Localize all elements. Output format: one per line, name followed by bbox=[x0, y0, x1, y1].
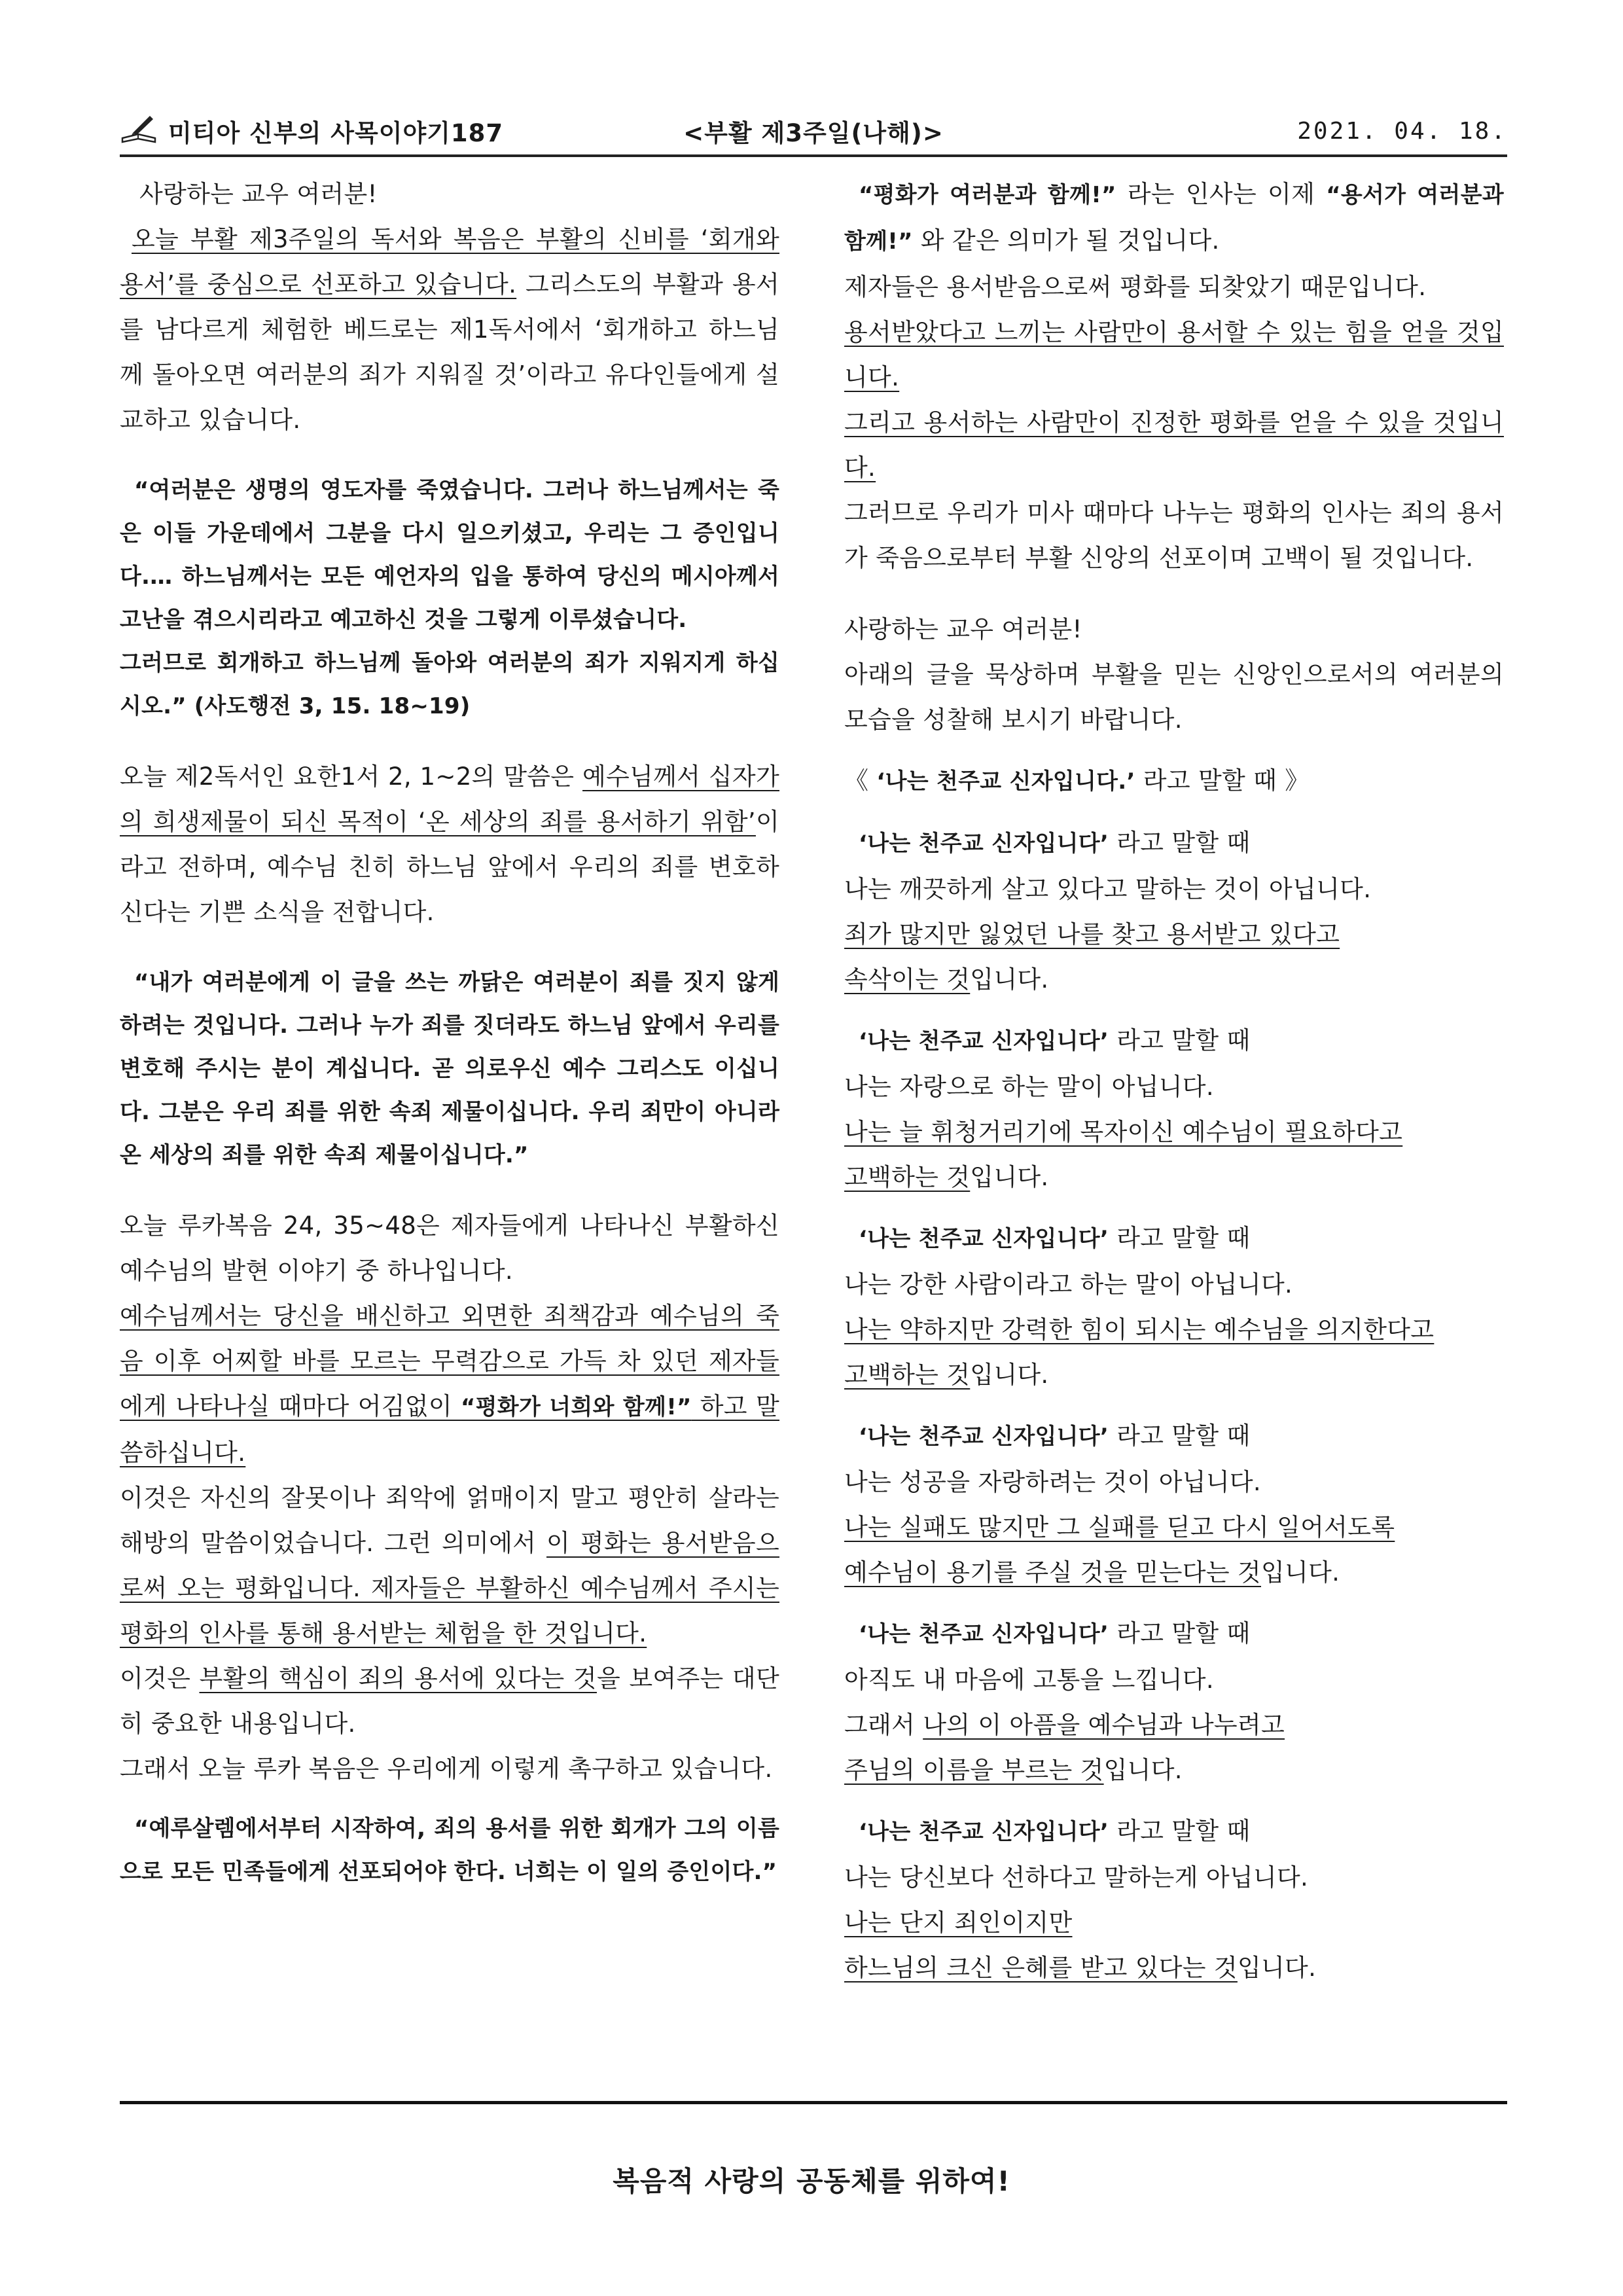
paragraph-forgiven bbox=[844, 310, 1504, 400]
bold-text: ‘나는 천주교 신자입니다’ bbox=[859, 1226, 1109, 1252]
text: 《 bbox=[844, 766, 877, 795]
left-column bbox=[120, 171, 779, 1893]
footer-divider bbox=[120, 2101, 1507, 2104]
paragraph-peace bbox=[120, 1293, 779, 1475]
paragraph-forgiver bbox=[844, 400, 1504, 490]
stanza-line bbox=[844, 1307, 1504, 1352]
text: 라고 말할 때 bbox=[1109, 829, 1251, 857]
header-left bbox=[120, 112, 503, 151]
underlined-text: 예수님께서는 당신을 배신하고 외면한 죄책감과 예수님의 죽음 이후 어찌할 바를 모르는 무력감으로 가득 차 있던 제자들에게 나타나실 때마다 어김없이 bbox=[120, 1302, 779, 1420]
quote-luke bbox=[120, 1807, 779, 1893]
underlined-text: 고백하는 것 bbox=[844, 1163, 971, 1191]
stanza-line bbox=[844, 1945, 1504, 1990]
quote-text: “내가 여러분에게 이 글을 쓰는 까닭은 여러분이 죄를 짓지 않게 하려는 것입니다. 그러나 누가 죄를 짓더라도 하느님 앞에서 우리를 변호해 주시는 분이 계십니다. 곧 의로우신 예수 그리스도 이십니다. 그분은 우리 죄를 위한 속죄 제물이십니다. 우리 죄만이 아니라 온 세상의 죄를 위한 속죄 제물이십니다.” bbox=[120, 969, 779, 1168]
stanza-line bbox=[844, 1155, 1504, 1200]
header-subtitle: <부활 제3주일(나해)> bbox=[683, 119, 944, 147]
stanza-line bbox=[844, 912, 1504, 957]
underlined-text: 주님의 이름을 부르는 것 bbox=[844, 1756, 1104, 1784]
stanza-line: 나는 자랑으로 하는 말이 아닙니다. bbox=[844, 1073, 1214, 1101]
bold-text: ‘나는 천주교 신자입니다’ bbox=[859, 1621, 1109, 1647]
stanza-line bbox=[844, 1550, 1504, 1595]
underlined-text: 하고 말씀하십니다. bbox=[120, 1392, 780, 1467]
text: 입니다. bbox=[970, 1163, 1049, 1191]
underlined-bold-text: “평화가 너희와 함께!” bbox=[461, 1394, 692, 1420]
paragraph-disciples: 제자들은 용서받음으로써 평화를 되찾았기 때문입니다. bbox=[844, 273, 1427, 301]
bold-text: ‘나는 천주교 신자입니다’ bbox=[859, 1424, 1109, 1450]
underlined-text: 그리고 용서하는 사람만이 진정한 평화를 얻을 수 있을 것입니다. bbox=[844, 408, 1504, 482]
paragraph-intro bbox=[120, 217, 779, 442]
stanza-line: 나는 강한 사람이라고 하는 말이 아닙니다. bbox=[844, 1270, 1293, 1299]
text: 을 보여주는 대단히 중요한 내용입니다. bbox=[120, 1664, 779, 1738]
underlined-text: 나는 늘 휘청거리기에 목자이신 예수님이 필요하다고 bbox=[844, 1118, 1403, 1146]
paragraph-mass: 그러므로 우리가 미사 때마다 나누는 평화의 인사는 죄의 용서가 죽음으로부터 부활 신앙의 선포이며 고백이 될 것입니다. bbox=[844, 499, 1504, 572]
text: 그리스도의 부활과 용서를 남다르게 체험한 베드로는 제1독서에서 ‘회개하고 하느님께 돌아오면 여러분의 죄가 지워질 것’이라고 유다인들에게 설교하고 있습니다. bbox=[120, 270, 780, 434]
bold-text: ‘나는 천주교 신자입니다’ bbox=[859, 831, 1109, 857]
underlined-text: 고백하는 것 bbox=[844, 1361, 971, 1389]
quote-text: “예루살렘에서부터 시작하여, 죄의 용서를 위한 회개가 그의 이름으로 모든 민족들에게 선포되어야 한다. 너희는 이 일의 증인이다.” bbox=[120, 1816, 779, 1885]
stanza-line: 나는 성공을 자랑하려는 것이 아닙니다. bbox=[844, 1468, 1261, 1496]
text: 입니다. bbox=[1103, 1756, 1183, 1784]
stanza-heading bbox=[844, 1413, 1504, 1460]
stanza-line bbox=[844, 1505, 1504, 1550]
quote-text: “여러분은 생명의 영도자를 죽였습니다. 그러나 하느님께서는 죽은 이들 가운데에서 그분을 다시 일으키셨고, 우리는 그 증인입니다.… 하느님께서는 모든 예언자의 입을 통하여 당신의 메시아께서 고난을 겪으시리라고 예고하신 것을 그렇게 이루셨습니다. bbox=[120, 477, 779, 633]
stanza-heading bbox=[844, 820, 1504, 867]
text: 입니다. bbox=[1237, 1954, 1317, 1982]
text: 이것은 자신의 잘못이나 죄악에 얽매이지 말고 평안히 살라는 해방의 말씀이었습니다. 그런 의미에서 bbox=[120, 1484, 779, 1557]
header-title: 미티아 신부의 사목이야기187 bbox=[168, 119, 504, 147]
header-date: 2021. 04. 18. bbox=[1297, 117, 1507, 145]
text: 라고 말할 때 》 bbox=[1135, 766, 1310, 795]
text: 오늘 제2독서인 요한1서 2, 1~2의 말씀은 bbox=[120, 762, 583, 791]
page-header bbox=[120, 110, 1507, 152]
text: 이라고 전하며, 예수님 친히 하느님 앞에서 우리의 죄를 변호하신다는 기쁜 소식을 전합니다. bbox=[120, 808, 779, 926]
quote-acts-1 bbox=[120, 469, 779, 641]
bold-text: “평화가 여러분과 함께!” bbox=[859, 182, 1116, 208]
underlined-text: 죄가 많지만 잃었던 나를 찾고 용서받고 있다고 bbox=[844, 920, 1340, 948]
text: 라는 인사는 이제 bbox=[1116, 180, 1327, 208]
underlined-text: 나의 이 아픔을 예수님과 나누려고 bbox=[923, 1711, 1285, 1739]
underlined-text: 예수님께서 십자가의 희생제물이 되신 목적이 ‘온 세상의 죄를 용서하기 위함’ bbox=[120, 762, 779, 836]
stanza-line: 아직도 내 마음에 고통을 느낍니다. bbox=[844, 1666, 1214, 1694]
underlined-text: 나는 약하지만 강력한 힘이 되시는 예수님을 의지한다고 bbox=[844, 1316, 1435, 1344]
pen-and-book-icon bbox=[120, 112, 158, 151]
underlined-text: 예수님이 용기를 주실 것을 믿는다는 것 bbox=[844, 1558, 1261, 1587]
stanza-heading bbox=[844, 1808, 1504, 1855]
underlined-text: 속삭이는 것 bbox=[844, 965, 971, 994]
header-divider bbox=[120, 154, 1507, 157]
underlined-text: 하느님의 크신 은혜를 받고 있다는 것 bbox=[844, 1954, 1238, 1982]
underlined-text: 이 평화는 용서받음으로써 오는 평화입니다. 제자들은 부활하신 예수님께서 주시는 평화의 인사를 통해 용서받는 체험을 한 것입니다. bbox=[120, 1529, 780, 1647]
text: 와 같은 의미가 될 것입니다. bbox=[912, 226, 1220, 255]
paragraph-gospel: 오늘 루카복음 24, 35~48은 제자들에게 나타나신 부활하신 예수님의 발현 이야기 중 하나입니다. bbox=[120, 1211, 779, 1285]
text: 그래서 bbox=[844, 1711, 923, 1739]
quote-acts-2: 그러므로 회개하고 하느님께 돌아와 여러분의 죄가 지워지게 하십시오.” (사도행전 3, 15. 18~19) bbox=[120, 650, 779, 719]
bold-text: ‘나는 천주교 신자입니다.’ bbox=[876, 768, 1135, 795]
paragraph-urge: 그래서 오늘 루카 복음은 우리에게 이렇게 촉구하고 있습니다. bbox=[120, 1755, 773, 1783]
stanza-heading bbox=[844, 1215, 1504, 1262]
footer-slogan: 복음적 사랑의 공동체를 위하여! bbox=[613, 2165, 1010, 2197]
text: 입니다. bbox=[970, 1361, 1049, 1389]
text: 입니다. bbox=[970, 965, 1049, 994]
text: 라고 말할 때 bbox=[1109, 1224, 1251, 1252]
paragraph-core bbox=[120, 1656, 779, 1746]
bold-text: ‘나는 천주교 신자입니다’ bbox=[859, 1028, 1109, 1054]
underlined-text: 나는 단지 죄인이지만 bbox=[844, 1909, 1073, 1937]
paragraph-peace-forgiveness bbox=[844, 171, 1504, 264]
stanza-heading bbox=[844, 1018, 1504, 1064]
stanza-line: 나는 당신보다 선하다고 말하는게 아닙니다. bbox=[844, 1863, 1309, 1892]
text: 라고 말할 때 bbox=[1109, 1619, 1251, 1647]
bold-text: “용서가 여러분과 함께!” bbox=[844, 182, 1504, 255]
text: 입니다. bbox=[1260, 1558, 1340, 1587]
stanza-line bbox=[844, 1748, 1504, 1793]
text: 라고 말할 때 bbox=[1109, 1422, 1251, 1450]
stanza-line: 나는 깨끗하게 살고 있다고 말하는 것이 아닙니다. bbox=[844, 875, 1372, 903]
text: 라고 말할 때 bbox=[1109, 1817, 1251, 1845]
quote-john bbox=[120, 961, 779, 1177]
stanza-line bbox=[844, 957, 1504, 1002]
greeting: 사랑하는 교우 여러분! bbox=[139, 180, 378, 208]
stanza-line bbox=[844, 1352, 1504, 1397]
paragraph-liberation bbox=[120, 1475, 779, 1656]
stanza-line bbox=[844, 1900, 1504, 1945]
underlined-text: 오늘 부활 제3주일의 독서와 복음은 부활의 신비를 ‘회개와 용서’를 중심으로 선포하고 있습니다. bbox=[120, 225, 779, 298]
right-column bbox=[844, 171, 1504, 1990]
underlined-text: 용서받았다고 느끼는 사람만이 용서할 수 있는 힘을 얻을 것입니다. bbox=[844, 318, 1504, 391]
stanza-line bbox=[844, 1702, 1504, 1748]
section-title bbox=[844, 758, 1504, 804]
underlined-text: 부활의 핵심이 죄의 용서에 있다는 것 bbox=[199, 1664, 597, 1693]
stanza-heading bbox=[844, 1611, 1504, 1657]
bold-text: ‘나는 천주교 신자입니다’ bbox=[859, 1819, 1109, 1845]
stanza-line bbox=[844, 1109, 1504, 1155]
text: 라고 말할 때 bbox=[1109, 1026, 1251, 1054]
greeting-2: 사랑하는 교우 여러분! bbox=[844, 615, 1082, 643]
paragraph-second-reading bbox=[120, 754, 779, 935]
underlined-text: 나는 실패도 많지만 그 실패를 딛고 다시 일어서도록 bbox=[844, 1513, 1395, 1541]
text: 이것은 bbox=[120, 1664, 200, 1693]
paragraph-meditate: 아래의 글을 묵상하며 부활을 믿는 신앙인으로서의 여러분의 모습을 성찰해 보시기 바랍니다. bbox=[844, 660, 1504, 734]
